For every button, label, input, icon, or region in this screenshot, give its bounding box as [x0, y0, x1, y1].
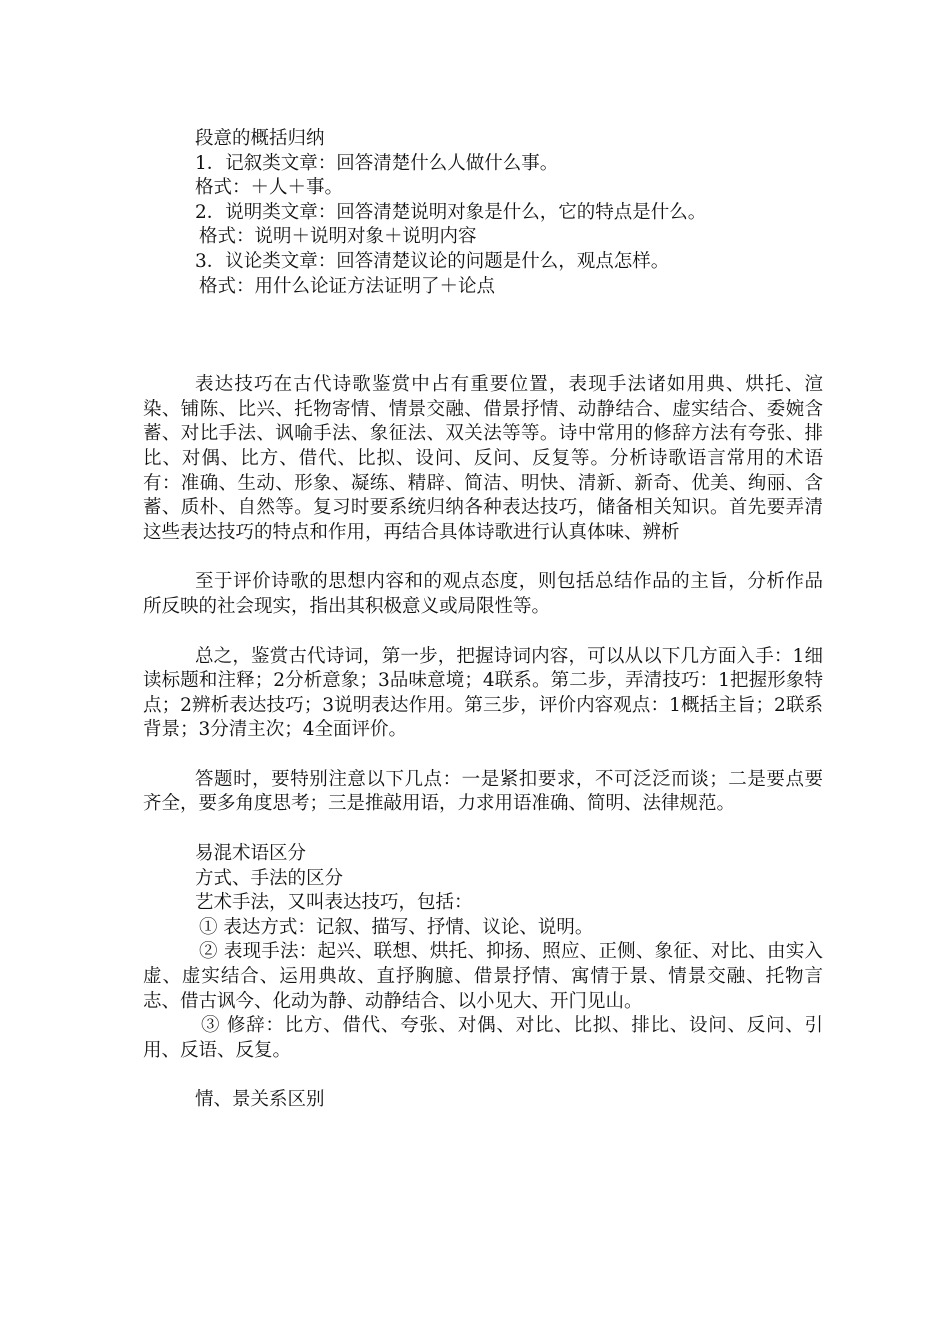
- argumentative-format: 格式：用什么论证方法证明了＋论点: [199, 275, 496, 297]
- expository-item: 2．说明类文章：回答清楚说明对象是什么，它的特点是什么。: [195, 201, 707, 223]
- section-title-paragraph-summary: 段意的概括归纳: [195, 128, 325, 149]
- rhetoric-item: ③ 修辞：比方、借代、夸张、对偶、对比、比拟、排比、设问、反问、引用、反语、反复。: [143, 1015, 823, 1061]
- narrative-format: 格式：＋人＋事。: [195, 177, 344, 199]
- expression-techniques-item: ② 表现手法：起兴、联想、烘托、抑扬、照应、正侧、象征、对比、由实入虚、虚实结合、运用典故、直抒胸臆、借景抒情、寓情于景、情景交融、托物言志、借古讽今、化动为静、动静结合、以小见大、开门见山。: [143, 941, 823, 1012]
- answering-paragraph: 答题时，要特别注意以下几点：一是紧扣要求，不可泛泛而谈；二是要点要齐全，要多角度思考；三是推敲用语，力求用语准确、简明、法律规范。: [143, 768, 823, 815]
- spacer: [143, 348, 823, 373]
- document-body: [143, 127, 823, 1113]
- spacer: [143, 299, 823, 348]
- narrative-item: 1．记叙类文章：回答清楚什么人做什么事。: [195, 152, 559, 174]
- expository-format: 格式：说明＋说明对象＋说明内容: [199, 226, 477, 248]
- techniques-intro: 艺术手法，又叫表达技巧，包括：: [195, 892, 473, 914]
- summary-paragraph: 总之，鉴赏古代诗词，第一步，把握诗词内容，可以从以下几方面入手：1细读标题和注释；2分析意象；3品味意境；4联系。第二步，弄清技巧：1把握形象特点；2辨析表达技巧；3说明表达作用。第三步，评价内容观点：1概括主旨；2联系背景；3分清主次；4全面评价。: [143, 645, 823, 741]
- section-title-terms: 易混术语区分: [195, 843, 307, 865]
- spacer: [143, 817, 823, 842]
- section-title-emotion-scene: 情、景关系区别: [195, 1089, 325, 1111]
- spacer: [143, 1063, 823, 1088]
- expression-modes-item: ① 表达方式：记叙、描写、抒情、议论、说明。: [199, 916, 594, 938]
- spacer: [143, 743, 823, 768]
- evaluation-paragraph: 至于评价诗歌的思想内容和的观点态度，则包括总结作品的主旨，分析作品所反映的社会现实，指出其积极意义或局限性等。: [143, 571, 823, 617]
- spacer: [143, 545, 823, 570]
- section-subtitle-methods: 方式、手法的区分: [195, 867, 344, 889]
- techniques-paragraph: 表达技巧在古代诗歌鉴赏中占有重要位置，表现手法诸如用典、烘托、渲染、铺陈、比兴、托物寄情、情景交融、借景抒情、动静结合、虚实结合、委婉含蓄、对比手法、讽喻手法、象征法、双关法等等。诗中常用的修辞方法有夸张、排比、对偶、比方、借代、比拟、设问、反问、反复等。分析诗歌语言常用的术语有：准确、生动、形象、凝练、精辟、简洁、明快、清新、新奇、优美、绚丽、含蓄、质朴、自然等。复习时要系统归纳各种表达技巧，储备相关知识。首先要弄清这些表达技巧的特点和作用，再结合具体诗歌进行认真体味、辨析: [143, 374, 823, 543]
- spacer: [143, 620, 823, 645]
- argumentative-item: 3．议论类文章：回答清楚议论的问题是什么，观点怎样。: [195, 250, 670, 272]
